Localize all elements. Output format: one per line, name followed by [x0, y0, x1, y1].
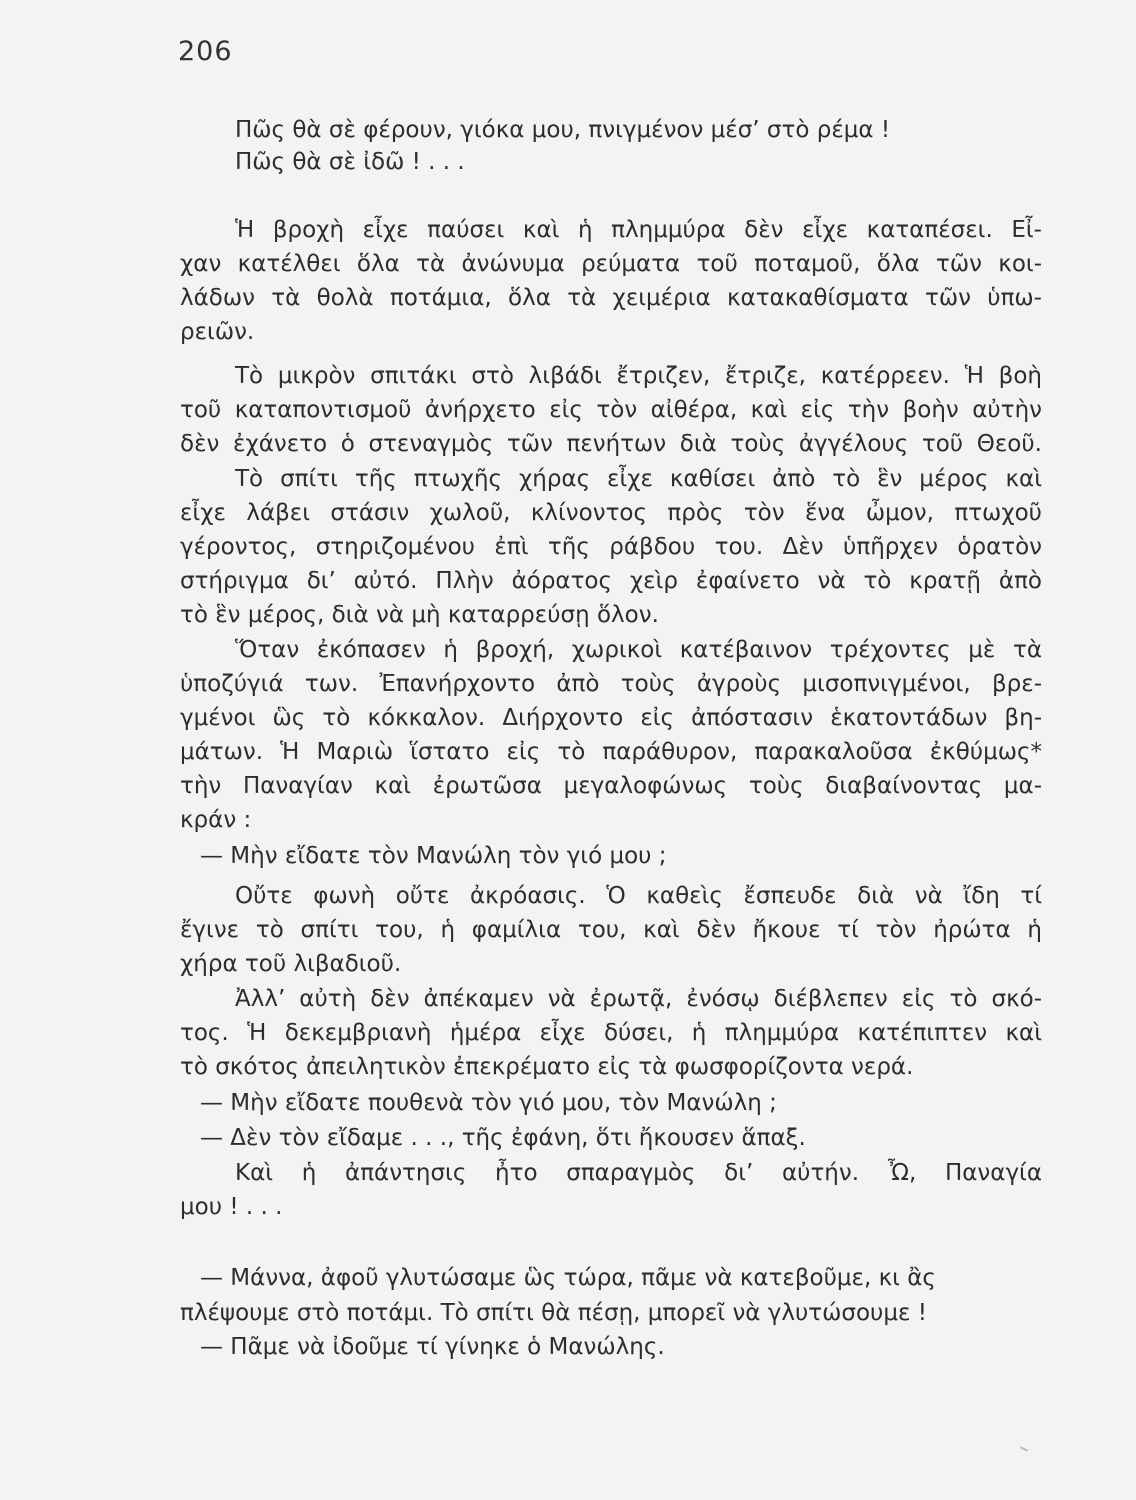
text-line: στήριγμα δι’ αὐτό. Πλὴν ἀόρατος χεὶρ ἐφαίνετο νὰ τὸ κρατῇ ἀπὸ [180, 568, 1042, 594]
text-line: γμένοι ὣς τὸ κόκκαλον. Διήρχοντο εἰς ἀπόστασιν ἑκατοντάδων βη- [180, 705, 1042, 731]
text-line: Ἀλλ’ αὐτὴ δὲν ἀπέκαμεν νὰ ἐρωτᾷ, ἐνόσῳ διέβλεπεν εἰς τὸ σκό- [235, 986, 1042, 1012]
text-line: Καὶ ἡ ἀπάντησις ἦτο σπαραγμὸς δι’ αὐτήν. Ὦ, Παναγία [235, 1160, 1042, 1186]
text-line: μου ! . . . [180, 1194, 283, 1220]
text-line: λάδων τὰ θολὰ ποτάμια, ὅλα τὰ χειμέρια κατακαθίσματα τῶν ὑπω- [180, 285, 1042, 311]
text-line: Τὸ σπίτι τῆς πτωχῆς χήρας εἶχε καθίσει ἀπὸ τὸ ἓν μέρος καὶ [235, 466, 1042, 492]
page-number: 206 [178, 36, 233, 67]
dialogue-line: — Μάννα, ἀφοῦ γλυτώσαμε ὣς τώρα, πᾶμε νὰ κατεβοῦμε, κι ἂς [200, 1265, 936, 1291]
text-line: τὸ ἓν μέρος, διὰ νὰ μὴ καταρρεύσῃ ὅλον. [180, 602, 659, 628]
text-line: Ὅταν ἐκόπασεν ἡ βροχή, χωρικοὶ κατέβαινον τρέχοντες μὲ τὰ [235, 637, 1042, 663]
text-line: πλέψουμε στὸ ποτάμι. Τὸ σπίτι θὰ πέσῃ, μπορεῖ νὰ γλυτώσουμε ! [180, 1300, 927, 1326]
text-line: κράν : [180, 807, 252, 833]
text-line: τὴν Παναγίαν καὶ ἐρωτῶσα μεγαλοφώνως τοὺς διαβαίνοντας μα- [180, 773, 1042, 799]
text-line: τὸ σκότος ἀπειλητικὸν ἐπεκρέματο εἰς τὰ φωσφορίζοντα νερά. [180, 1054, 914, 1080]
dialogue-line: — Πᾶμε νὰ ἰδοῦμε τί γίνηκε ὁ Μανώλης. [200, 1334, 665, 1360]
text-line: Πῶς θὰ σὲ ἰδῶ ! . . . [235, 149, 465, 175]
text-line: χήρα τοῦ λιβαδιοῦ. [180, 951, 402, 977]
text-line: τοῦ καταποντισμοῦ ἀνήρχετο εἰς τὸν αἰθέρα, καὶ εἰς τὴν βοὴν αὐτὴν [180, 397, 1042, 423]
dialogue-line: — Δὲν τὸν εἴδαμε . . ., τῆς ἐφάνη, ὅτι ἤκουσεν ἅπαξ. [200, 1125, 806, 1151]
text-line: δὲν ἐχάνετο ὁ στεναγμὸς τῶν πενήτων διὰ τοὺς ἀγγέλους τοῦ Θεοῦ. [180, 431, 1042, 457]
text-line: ὑποζύγιά των. Ἐπανήρχοντο ἀπὸ τοὺς ἀγροὺς μισοπνιγμένοι, βρε- [180, 671, 1042, 697]
text-line: τος. Ἡ δεκεμβριανὴ ἡμέρα εἶχε δύσει, ἡ πλημμύρα κατέπιπτεν καὶ [180, 1020, 1042, 1046]
text-line: Οὔτε φωνὴ οὔτε ἀκρόασις. Ὁ καθεὶς ἔσπευδε διὰ νὰ ἴδη τί [235, 883, 1042, 909]
text-line: χαν κατέλθει ὅλα τὰ ἀνώνυμα ρεύματα τοῦ ποταμοῦ, ὅλα τῶν κοι- [180, 251, 1042, 277]
text-line: Τὸ μικρὸν σπιτάκι στὸ λιβάδι ἔτριζεν, ἔτριζε, κατέρρεεν. Ἡ βοὴ [235, 363, 1042, 389]
text-line: Πῶς θὰ σὲ φέρουν, γιόκα μου, πνιγμένον μέσ’ στὸ ρέμα ! [235, 117, 891, 143]
text-line: γέροντος, στηριζομένου ἐπὶ τῆς ράβδου του. Δὲν ὑπῆρχεν ὁρατὸν [180, 534, 1042, 560]
dialogue-line: — Μὴν εἴδατε πουθενὰ τὸν γιό μου, τὸν Μανώλη ; [200, 1090, 777, 1116]
dialogue-line: — Μὴν εἴδατε τὸν Μανώλη τὸν γιό μου ; [200, 843, 667, 869]
text-line: εἶχε λάβει στάσιν χωλοῦ, κλίνοντος πρὸς τὸν ἕνα ὦμον, πτωχοῦ [180, 500, 1042, 526]
text-line: Ἡ βροχὴ εἶχε παύσει καὶ ἡ πλημμύρα δὲν εἶχε καταπέσει. Εἶ- [235, 217, 1042, 243]
text-line: ρειῶν. [180, 319, 255, 345]
text-line: ἔγινε τὸ σπίτι του, ἡ φαμίλια του, καὶ δὲν ἤκουε τί τὸν ἠρώτα ἡ [180, 917, 1042, 943]
scan-speck [1020, 1446, 1028, 1451]
text-line: μάτων. Ἡ Μαριὼ ἵστατο εἰς τὸ παράθυρον, παρακαλοῦσα ἐκθύμως* [180, 739, 1042, 765]
